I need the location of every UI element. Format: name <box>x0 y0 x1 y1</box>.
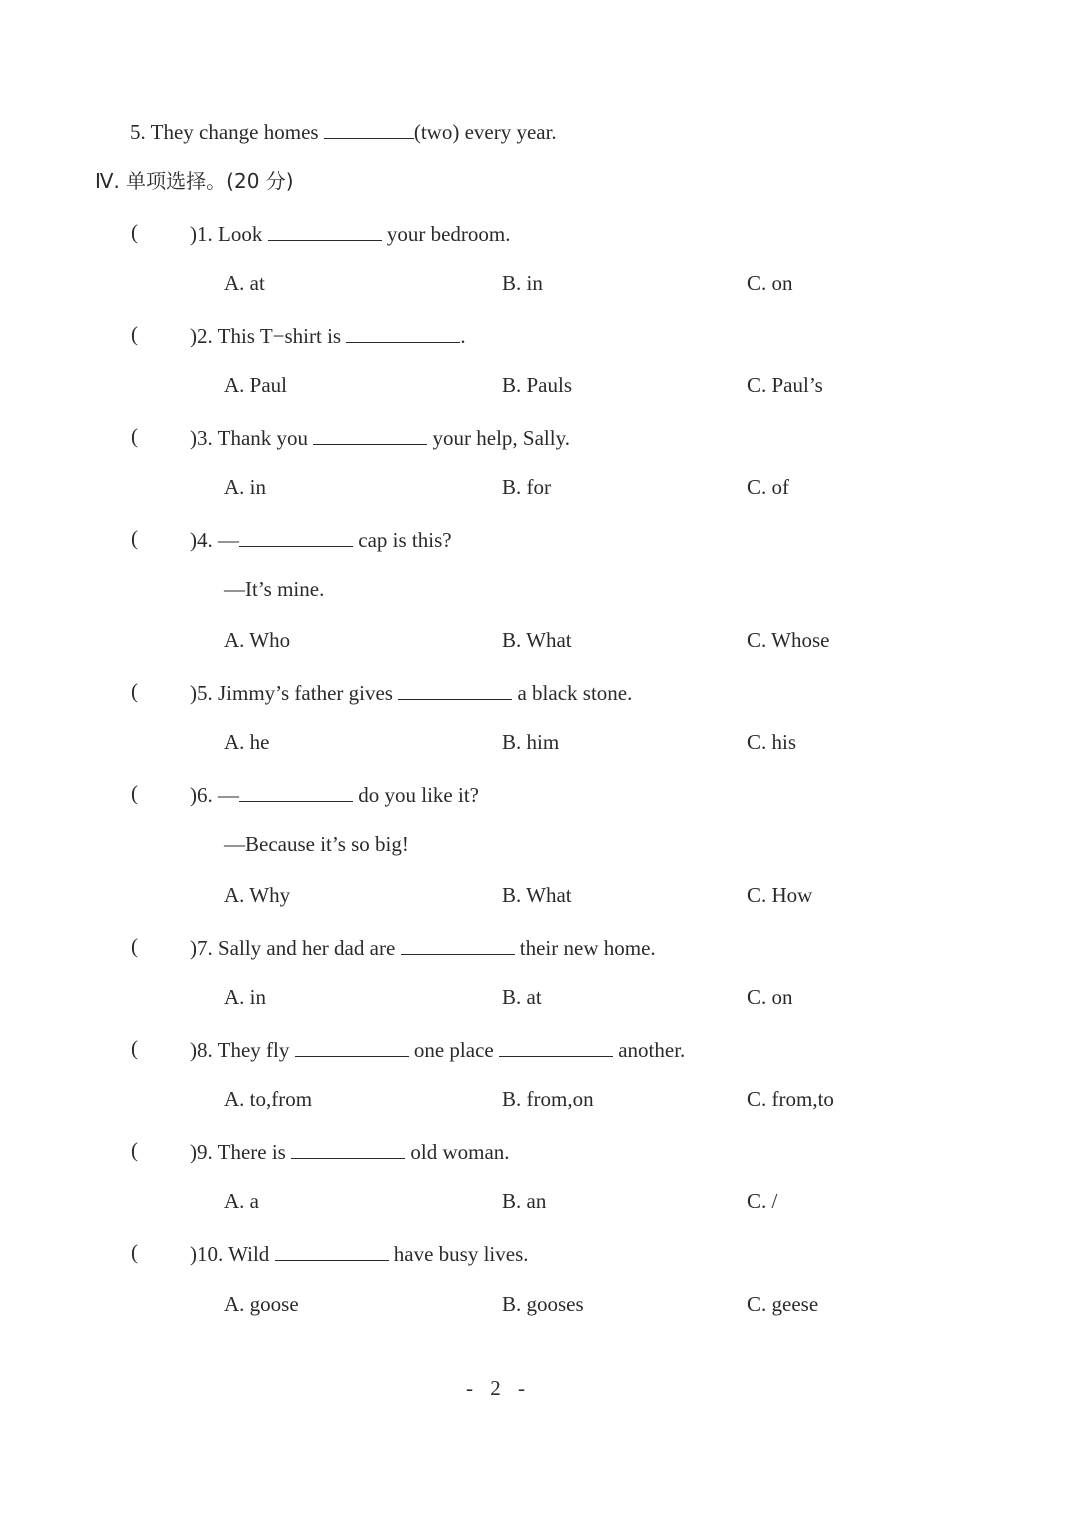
answer-paren-5[interactable]: ( <box>131 679 138 703</box>
option-a[interactable]: A. to,from <box>224 1087 313 1111</box>
question-text: Wild <box>228 1242 270 1266</box>
option-a[interactable]: A. Paul <box>224 373 287 397</box>
question-text: (two) every year. <box>413 120 557 144</box>
answer-paren-4[interactable]: ( <box>131 526 138 550</box>
fill-question-5 <box>130 120 557 143</box>
question-text: Thank you <box>217 426 309 450</box>
question-text: old woman. <box>410 1140 510 1164</box>
question-10 <box>190 1242 529 1265</box>
question-8 <box>190 1038 685 1061</box>
question-4 <box>190 528 452 551</box>
option-c[interactable]: C. of <box>747 475 789 499</box>
question-number: )8. <box>190 1038 213 1062</box>
question-6 <box>190 783 479 806</box>
question-text: They change homes <box>150 120 319 144</box>
question-text: Look <box>218 222 263 246</box>
question-number: )6. <box>190 783 213 807</box>
question-5 <box>190 681 632 704</box>
option-b[interactable]: B. an <box>502 1189 547 1213</box>
question-text: cap is this? <box>358 528 452 552</box>
page-number: - 2 - <box>466 1376 531 1400</box>
question-number: )1. <box>190 222 213 246</box>
answer-paren-6[interactable]: ( <box>131 781 138 805</box>
answer-blank <box>291 1140 405 1159</box>
answer-paren-1[interactable]: ( <box>131 220 138 244</box>
question-text: a black stone. <box>517 681 633 705</box>
answer-blank <box>275 1242 389 1261</box>
answer-blank <box>499 1038 613 1057</box>
answer-blank <box>268 222 382 241</box>
question-number: )9. <box>190 1140 213 1164</box>
option-b[interactable]: B. at <box>502 985 542 1009</box>
option-c[interactable]: C. Whose <box>747 628 830 652</box>
option-a[interactable]: A. goose <box>224 1292 299 1316</box>
question-number: )4. <box>190 528 213 552</box>
question-text: their new home. <box>519 936 656 960</box>
question-7 <box>190 936 656 959</box>
question-text: — <box>218 528 239 552</box>
answer-paren-7[interactable]: ( <box>131 934 138 958</box>
option-c[interactable]: C. his <box>747 730 797 754</box>
option-a[interactable]: A. a <box>224 1189 259 1213</box>
section-title: Ⅳ. 单项选择。(20 分) <box>95 169 294 193</box>
question-text: — <box>218 783 239 807</box>
option-b[interactable]: B. gooses <box>502 1292 584 1316</box>
question-number: )10. <box>190 1242 224 1266</box>
option-b[interactable]: B. from,on <box>502 1087 594 1111</box>
option-c[interactable]: C. on <box>747 271 793 295</box>
option-a[interactable]: A. at <box>224 271 265 295</box>
option-c[interactable]: C. on <box>747 985 793 1009</box>
dialogue-reply: —It’s mine. <box>224 577 325 601</box>
answer-paren-9[interactable]: ( <box>131 1138 138 1162</box>
option-a[interactable]: A. in <box>224 475 266 499</box>
question-text: This T−shirt is <box>217 324 342 348</box>
question-text: There is <box>217 1140 286 1164</box>
question-text: your help, Sally. <box>432 426 570 450</box>
option-a[interactable]: A. Why <box>224 883 291 907</box>
question-number: )5. <box>190 681 213 705</box>
answer-paren-10[interactable]: ( <box>131 1240 138 1264</box>
option-a[interactable]: A. Who <box>224 628 291 652</box>
answer-blank <box>295 1038 409 1057</box>
question-text: Jimmy’s father gives <box>218 681 393 705</box>
option-c[interactable]: C. geese <box>747 1292 819 1316</box>
answer-blank[interactable] <box>324 120 414 139</box>
question-text: one place <box>413 1038 494 1062</box>
option-a[interactable]: A. in <box>224 985 266 1009</box>
question-text: do you like it? <box>358 783 479 807</box>
question-2 <box>190 324 466 347</box>
dialogue-reply: —Because it’s so big! <box>224 832 409 856</box>
question-9 <box>190 1140 510 1163</box>
question-text: They fly <box>217 1038 290 1062</box>
answer-paren-2[interactable]: ( <box>131 322 138 346</box>
answer-blank <box>313 426 427 445</box>
option-c[interactable]: C. How <box>747 883 813 907</box>
option-b[interactable]: B. for <box>502 475 551 499</box>
question-3 <box>190 426 570 449</box>
question-number: )2. <box>190 324 213 348</box>
question-number: )7. <box>190 936 213 960</box>
option-b[interactable]: B. in <box>502 271 543 295</box>
answer-paren-8[interactable]: ( <box>131 1036 138 1060</box>
answer-blank <box>398 681 512 700</box>
option-a[interactable]: A. he <box>224 730 270 754</box>
question-text: Sally and her dad are <box>218 936 396 960</box>
question-text: another. <box>618 1038 686 1062</box>
option-c[interactable]: C. / <box>747 1189 778 1213</box>
option-b[interactable]: B. What <box>502 628 572 652</box>
question-text: your bedroom. <box>386 222 511 246</box>
answer-blank <box>239 783 353 802</box>
question-number: 5. <box>130 120 146 144</box>
answer-blank <box>401 936 515 955</box>
option-c[interactable]: C. Paul’s <box>747 373 823 397</box>
option-b[interactable]: B. What <box>502 883 572 907</box>
option-b[interactable]: B. Pauls <box>502 373 573 397</box>
answer-blank <box>239 528 353 547</box>
question-1 <box>190 222 510 245</box>
question-text: . <box>460 324 466 348</box>
question-number: )3. <box>190 426 213 450</box>
answer-paren-3[interactable]: ( <box>131 424 138 448</box>
option-c[interactable]: C. from,to <box>747 1087 834 1111</box>
question-text: have busy lives. <box>393 1242 529 1266</box>
option-b[interactable]: B. him <box>502 730 560 754</box>
answer-blank <box>346 324 460 343</box>
